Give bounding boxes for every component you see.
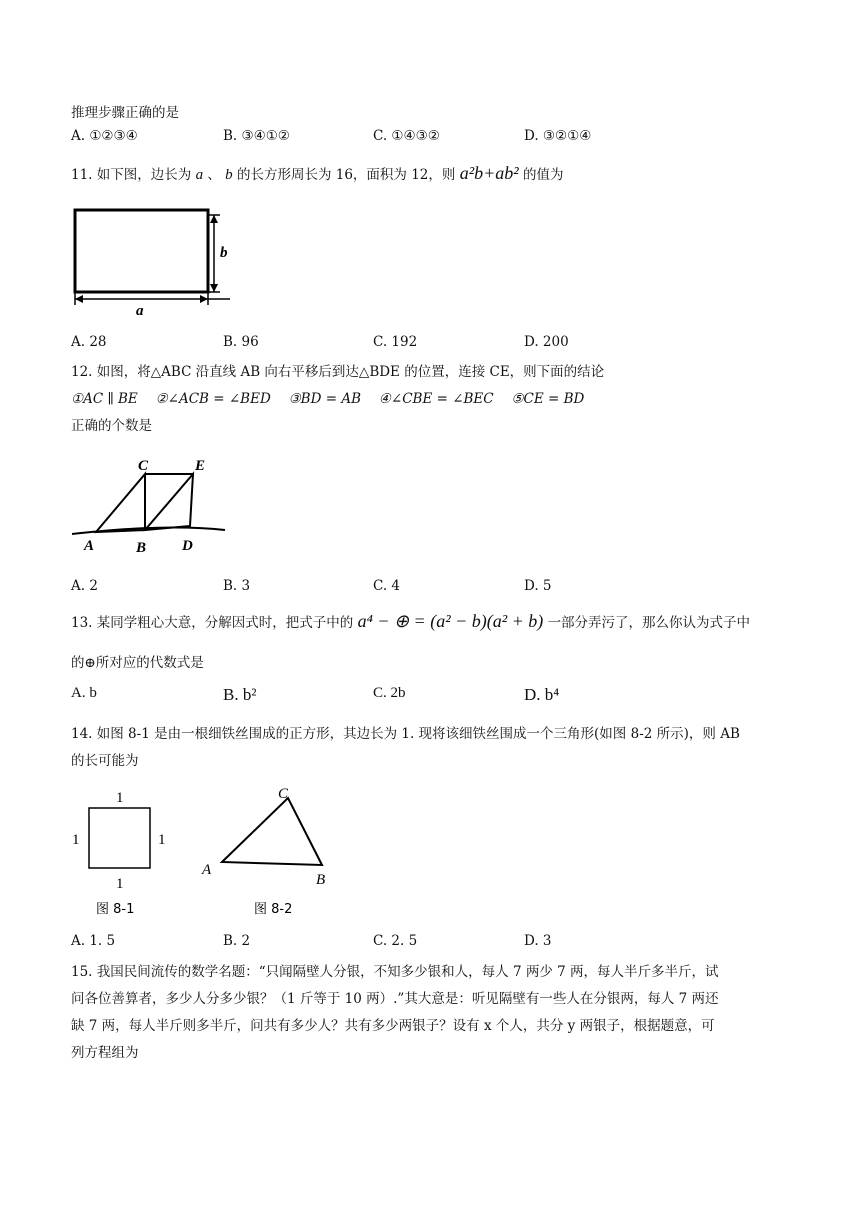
q11-option-d: D. 200 [524,334,569,350]
q14-option-b: B. 2 [223,933,251,949]
q14-label-b: B [316,872,326,888]
q14-square-figure [70,788,170,918]
q11-option-b: B. 96 [223,334,259,350]
q11-option-c: C. 192 [373,334,418,350]
q14-fig1-right: 1 [158,832,166,848]
q10-option-b: B. ③④①② [223,128,290,144]
q12-option-c: C. 4 [373,578,401,594]
q14-label-a: A [202,862,212,878]
q10-stem: 推理步骤正确的是 [71,105,179,121]
q14-fig1-left: 1 [72,832,80,848]
q14-fig1-bottom: 1 [116,876,124,892]
q14-option-d: D. 3 [524,933,552,949]
q13-expression: a⁴ − ⊕ = (a² − b)(a² + b) [357,611,544,631]
q12-option-a: A. 2 [71,578,98,594]
q12-stem: 12. 如图，将△ABC 沿直线 AB 向右平移后到达△BDE 的位置，连接 CE，则下面的结论 [71,364,605,380]
q12-label-a: A [84,538,95,554]
q12-label-e: E [195,458,206,474]
q12-option-b: B. 3 [223,578,251,594]
q12-label-c: C [138,458,149,474]
q14-option-c: C. 2. 5 [373,933,418,949]
q10-option-d: D. ③②①④ [524,128,592,144]
q12-option-d: D. 5 [524,578,552,594]
q14-fig2-caption: 图 8-2 [254,902,293,917]
q11-label-b: b [220,245,228,261]
q14-fig1-top: 1 [116,790,124,806]
q14-stem-2: 的长可能为 [71,753,139,769]
q11-option-a: A. 28 [71,334,107,350]
q15-line-3: 缺 7 两，每人半斤则多半斤，问共有多少人？共有多少两银子？设有 x 个人，共分 y 两银子，根据题意，可 [71,1018,715,1034]
q13-option-c: C. 2b [373,685,406,701]
q12-conclusions: ①AC ∥ BE ②∠ACB = ∠BED ③BD = AB ④∠CBE = ∠BEC ⑤CE = BD [71,391,585,407]
q13-stem: 13. 某同学粗心大意，分解因式时，把式子中的 a⁴ − ⊕ = (a² − b)(a² + b) 一部分弄污了，那么你认为式子中 [71,611,751,631]
q12-label-d: D [182,538,193,554]
q11-label-a: a [136,303,144,319]
q15-line-1: 15. 我国民间流传的数学名题：“只闻隔壁人分银，不知多少银和人，每人 7 两少 7 两，每人半斤多半斤，试 [71,964,719,980]
q12-stem-2: 正确的个数是 [71,418,152,434]
q13-option-b: B. b² [223,685,257,704]
q10-option-c: C. ①④③② [373,128,440,144]
q14-stem: 14. 如图 8-1 是由一根细铁丝围成的正方形，其边长为 1. 现将该细铁丝围成一个三角形(如图 8-2 所示)，则 AB [71,726,740,742]
q14-label-c: C [278,786,289,802]
q13-stem-2: 的⊕所对应的代数式是 [71,655,204,671]
q13-option-a: A. b [71,685,97,701]
q11-stem: 11. 如下图，边长为 a 、 b 的长方形周长为 16，面积为 12，则 a²b+ab² 的值为 [71,163,564,183]
q12-translation-figure [70,452,230,562]
q14-option-a: A. 1. 5 [71,933,116,949]
q14-triangle-figure [200,782,350,917]
q10-option-a: A. ①②③④ [71,128,138,144]
q14-fig1-caption: 图 8-1 [96,902,135,917]
q13-option-d: D. b⁴ [524,685,560,704]
q15-line-4: 列方程组为 [71,1045,139,1061]
q15-line-2: 问各位善算者，多少人分多少银？（1 斤等于 10 两）.”其大意是：听见隔壁有一些人在分银两，每人 7 两还 [71,991,719,1007]
q11-rectangle-figure [70,205,240,320]
q11-expression: a²b+ab² [459,163,519,183]
q12-label-b: B [136,540,147,556]
